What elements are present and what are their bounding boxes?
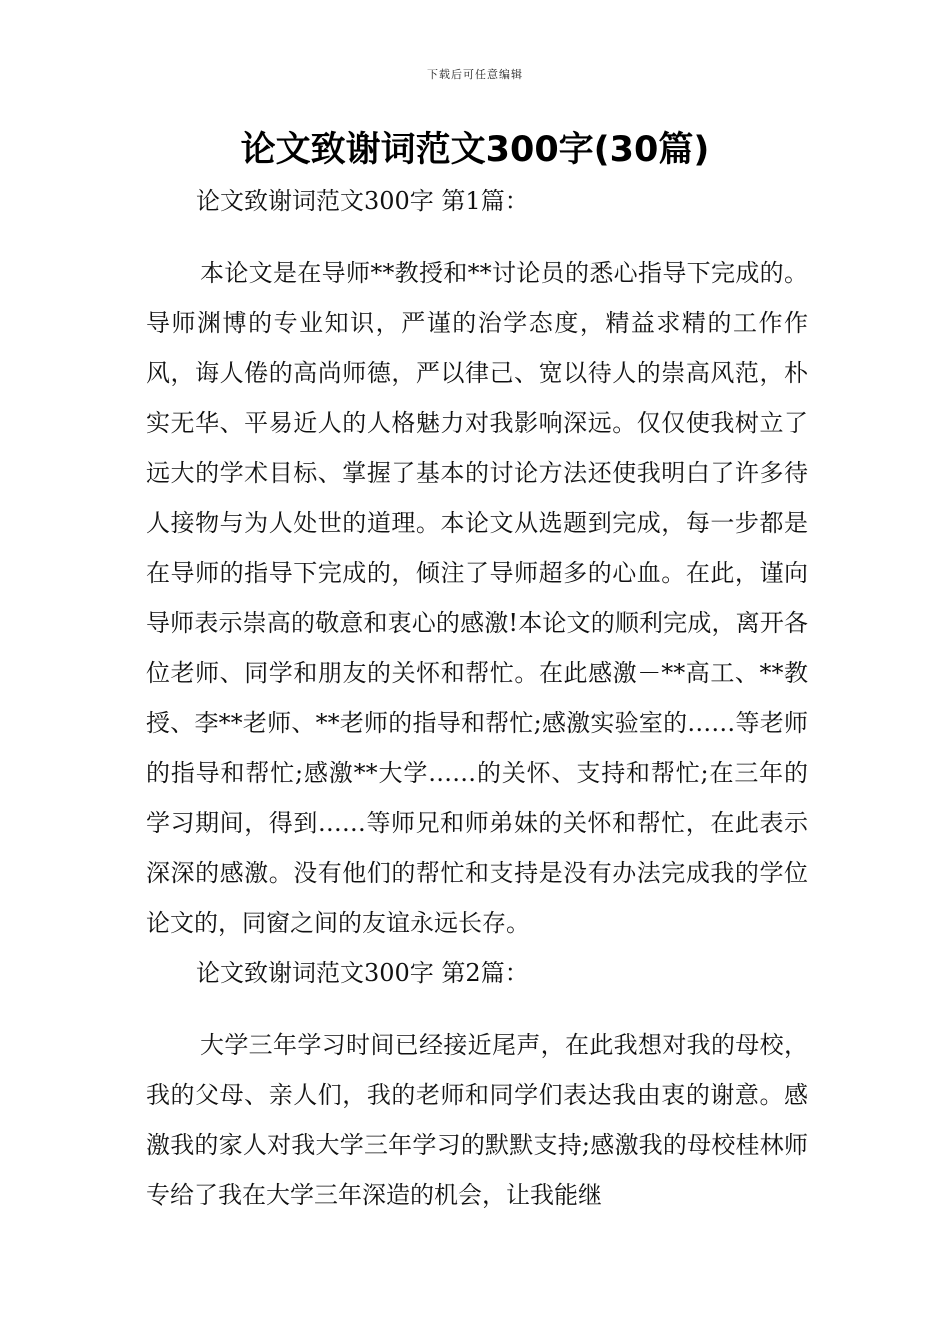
document-body [146,176,808,1220]
header-note: 下载后可任意编辑 [427,68,523,81]
section-paragraph: 大学三年学习时间已经接近尾声，在此我想对我的母校，我的父母、亲人们，我的老师和同学们表达我由衷的谢意。感激我的家人对我大学三年学习的默默支持;感激我的母校桂林师专给了我在大学三年深造的机会，让我能继 [146,1031,808,1209]
section-heading: 论文致谢词范文300字 第2篇： [196,959,529,987]
section-paragraph: 本论文是在导师**教授和**讨论员的悉心指导下完成的。导师渊博的专业知识，严谨的治学态度，精益求精的工作作风，诲人倦的高尚师德，严以律己、宽以待人的崇高风范，朴实无华、平易近人的人格魅力对我影响深远。仅仅使我树立了远大的学术目标、掌握了基本的讨论方法还使我明白了许多待人接物与为人处世的道理。本论文从选题到完成，每一步都是在导师的指导下完成的，倾注了导师超多的心血。在此，谨向导师表示崇高的敬意和衷心的感激!本论文的顺利完成，离开各位老师、同学和朋友的关怀和帮忙。在此感激－**高工、**教授、李**老师、**老师的指导和帮忙;感激实验室的……等老师的指导和帮忙;感激**大学……的关怀、支持和帮忙;在三年的学习期间，得到……等师兄和师弟妹的关怀和帮忙，在此表示深深的感激。没有他们的帮忙和支持是没有办法完成我的学位论文的，同窗之间的友谊永远长存。 [146,259,808,937]
section-heading: 论文致谢词范文300字 第1篇： [196,187,529,215]
page-title: 论文致谢词范文300字(30篇) [240,130,710,170]
